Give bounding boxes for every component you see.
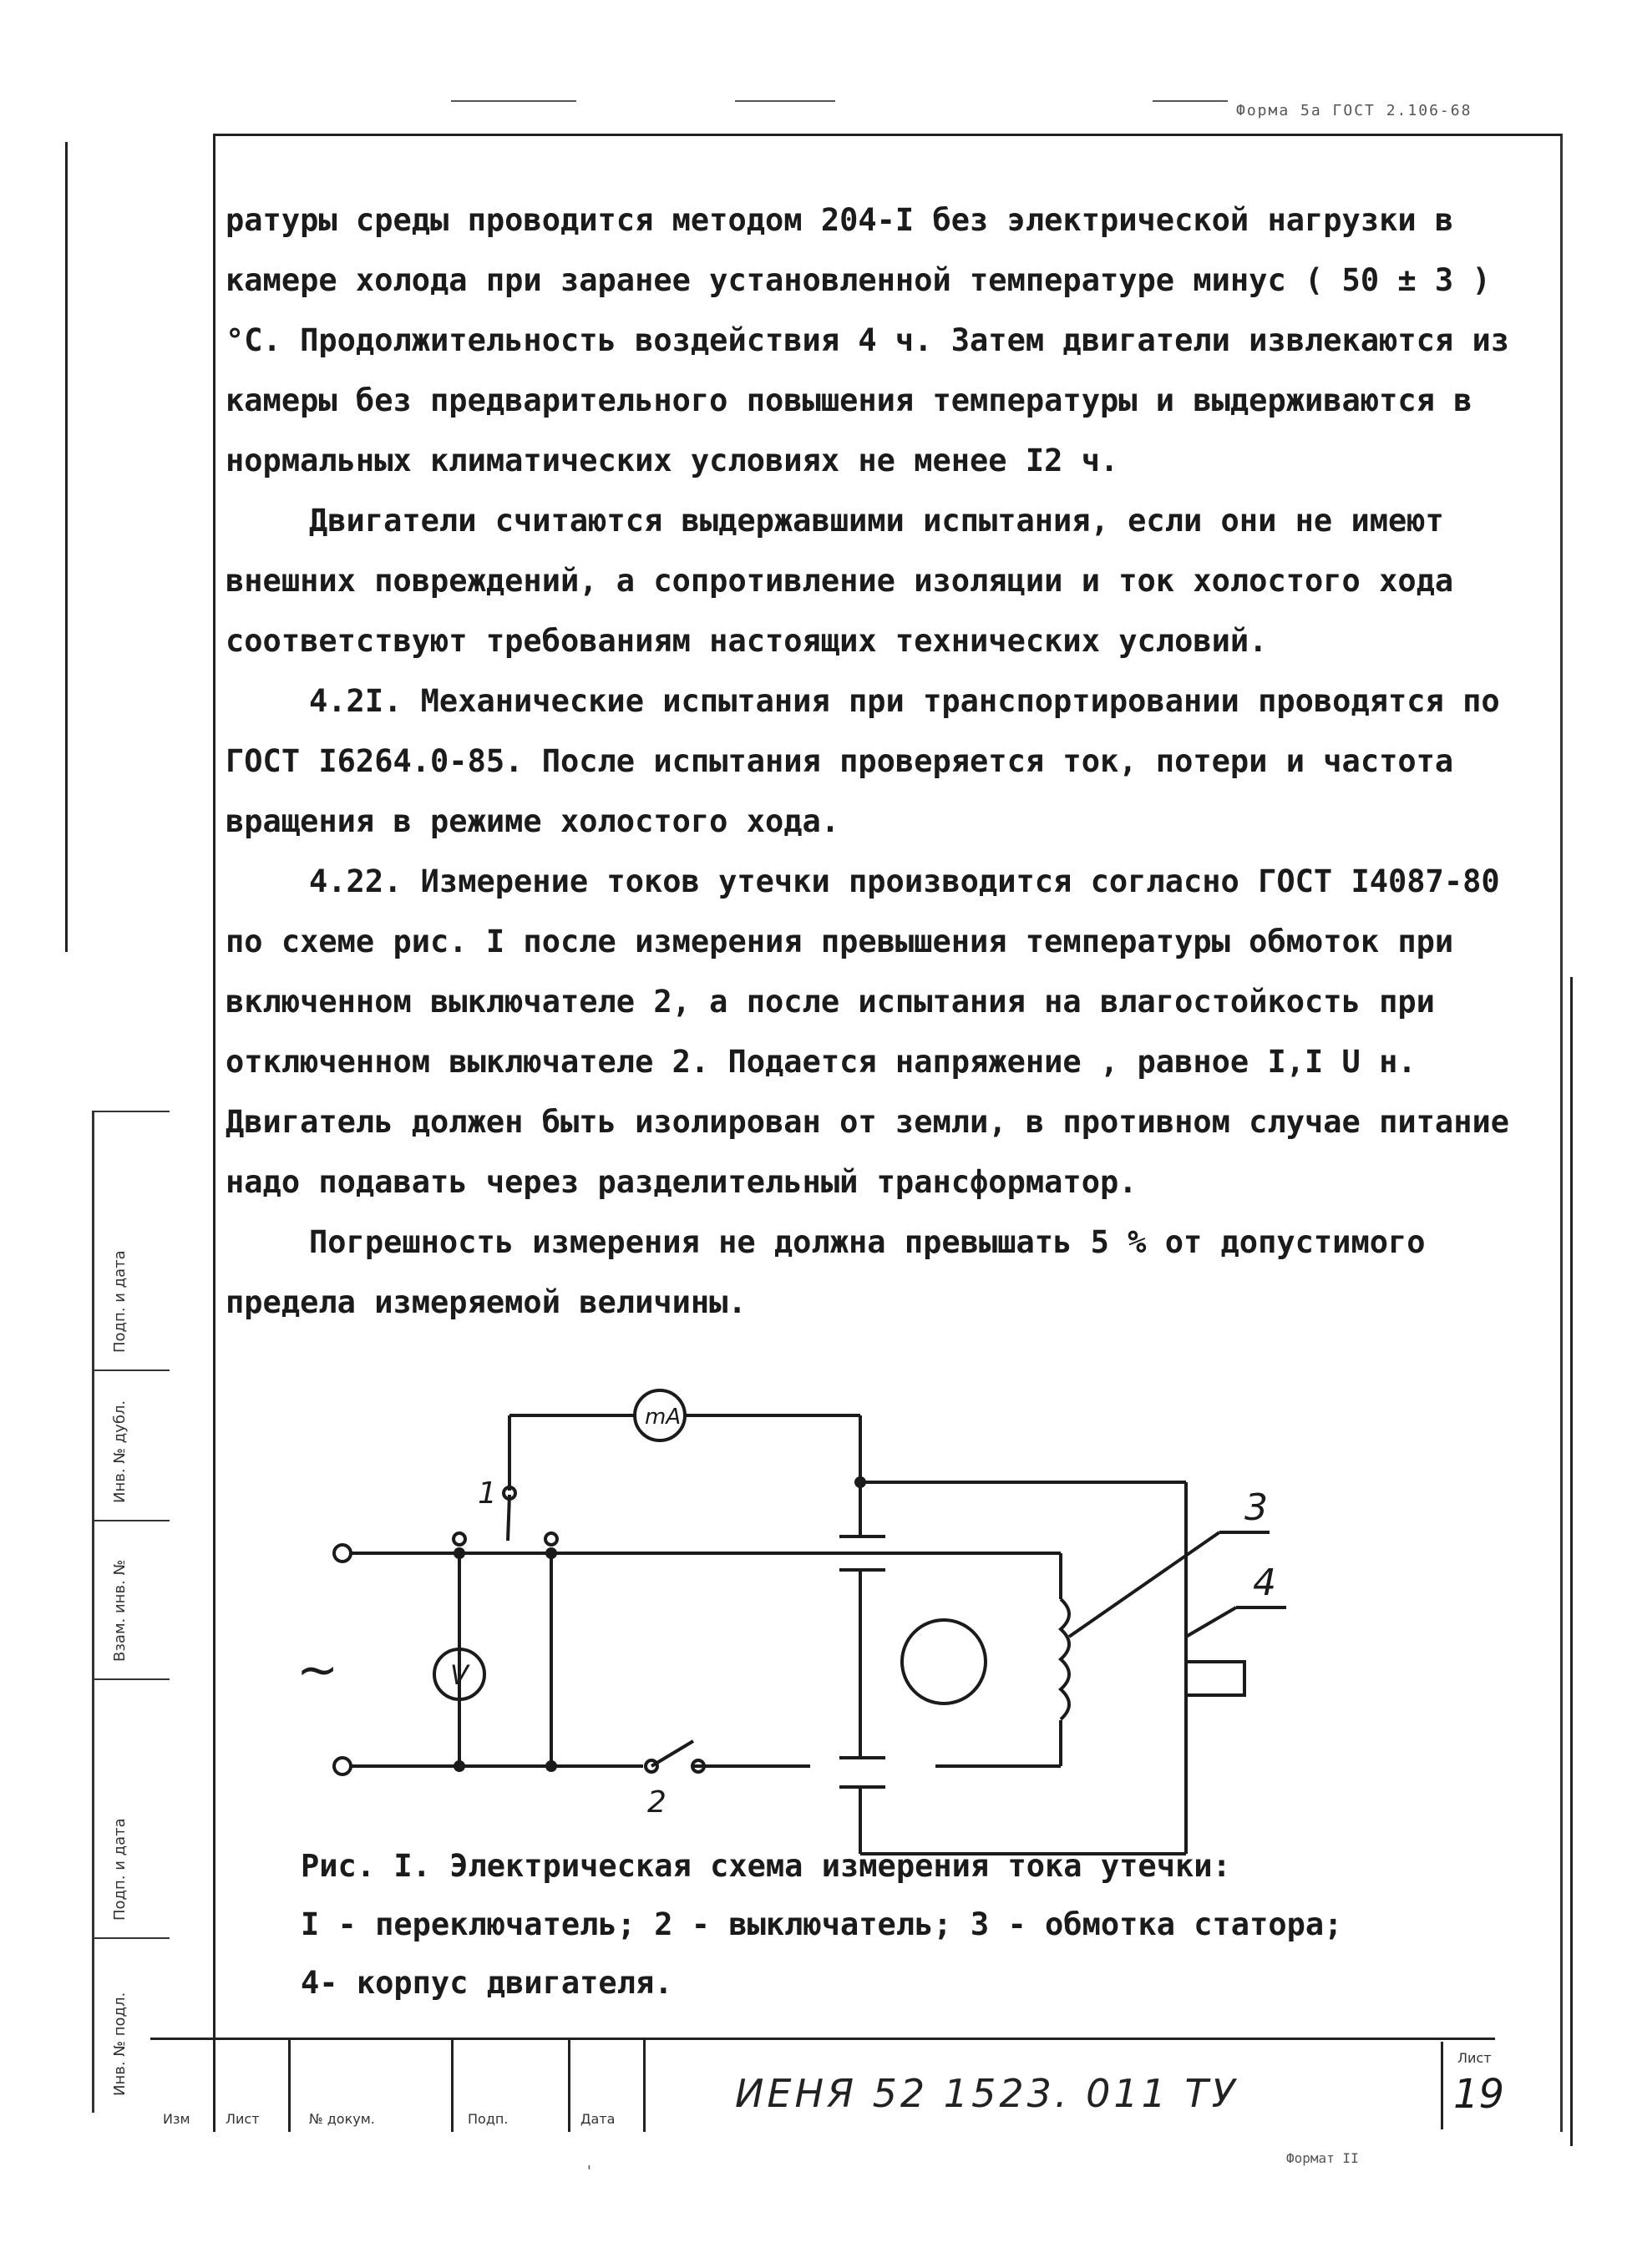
terminal-bottom: [334, 1758, 351, 1774]
tb-divider: [288, 2040, 291, 2132]
margin-line: [1570, 977, 1573, 2146]
tb-divider: [451, 2040, 454, 2132]
switch-label-1: 1: [478, 1476, 497, 1511]
stamp-label: Подп. и дата: [111, 1818, 129, 1921]
page-number: 19: [1453, 2071, 1505, 2118]
stamp-cell: [94, 1678, 170, 1939]
paragraph: Погрешность измерения не должна превышать 5 % от допустимого предела измеряемой величины.: [226, 1224, 1444, 1320]
stamp-label: Инв. № дубл.: [111, 1400, 129, 1503]
stamp-cell: [94, 1369, 170, 1521]
caption-line: Рис. I. Электрическая схема измерения тока утечки:: [301, 1848, 1231, 1884]
format-note: Формат II: [1286, 2150, 1359, 2166]
tb-label-sheet: Лист: [226, 2111, 260, 2127]
figure-caption: [301, 1837, 1342, 2012]
tb-divider: [568, 2040, 570, 2132]
top-dash: [1153, 100, 1228, 102]
form-mark: Форма 5а ГОСТ 2.106-68: [1236, 102, 1472, 119]
paragraph: 4.2I. Механические испытания при транспортировании проводятся по ГОСТ I6264.0-85. После испытания проверяется ток, потери и частота вращения в режиме холостого хода.: [226, 683, 1518, 839]
circuit-diagram: [284, 1386, 1336, 1887]
tb-label-change: Изм: [163, 2111, 190, 2127]
tb-label-doc: № докум.: [309, 2111, 375, 2127]
housing-label-4: 4: [1253, 1562, 1276, 1604]
tb-label-date: Дата: [580, 2111, 616, 2127]
top-dash: [735, 100, 835, 102]
tb-divider: [213, 2040, 215, 2132]
switch-label-2: 2: [647, 1785, 667, 1820]
margin-stamp: [92, 1111, 170, 2113]
top-dash: [451, 100, 576, 102]
stamp-cell: [94, 1520, 170, 1680]
ammeter-label: mA: [645, 1405, 682, 1430]
paragraph: Двигатели считаются выдержавшими испытания, если они не имеют внешних повреждений, а сопротивление изоляции и ток холостого хода соответствуют требованиям настоящих технических условий.: [226, 503, 1472, 659]
rotor-symbol: [902, 1620, 986, 1704]
paragraph: 4.22. Измерение токов утечки производится согласно ГОСТ I4087-80 по схеме рис. I после измерения превышения температуры обмоток при включенном выключателе 2, а после испытания на влагостойкость при отключенном выключателе 2. Подается напряжение , равное I,I U н. Двигатель должен быть изолирован от земли, в противном случае питание надо подавать через разделительный трансформатор.: [226, 863, 1528, 1200]
terminal-top: [334, 1545, 351, 1562]
margin-line: [65, 142, 68, 952]
paragraph: ратуры среды проводится методом 204-I без электрической нагрузки в камере холода при заранее установленной температуре минус ( 50 ± 3 ) °С. Продолжительность воздействия 4 ч. Затем двигатели извлекаются из камеры без предварительного повышения температуры и выдерживаются в нормальных климатических условиях не менее I2 ч.: [226, 202, 1528, 478]
bottom-mark: ': [585, 2163, 594, 2180]
winding-label-3: 3: [1244, 1486, 1268, 1529]
tb-divider: [643, 2040, 646, 2132]
ac-symbol: ~: [297, 1641, 339, 1699]
document-number: ИЕНЯ 52 1523. 011 ТУ: [735, 2071, 1239, 2116]
stamp-label: Подп. и дата: [111, 1250, 129, 1353]
voltmeter-label: V: [450, 1659, 469, 1691]
caption-line: I - переключатель; 2 - выключатель; 3 - обмотка статора;: [301, 1906, 1343, 1942]
stamp-label: Инв. № подл.: [111, 1992, 129, 2096]
caption-line: 4- корпус двигателя.: [301, 1965, 673, 2001]
body-text: [226, 190, 1528, 1333]
sheet-label: Лист: [1457, 2050, 1492, 2066]
tb-label-sign: Подп.: [468, 2111, 509, 2127]
stamp-label: Взам. инв. №: [111, 1559, 129, 1662]
stamp-cell: [94, 1111, 170, 1371]
